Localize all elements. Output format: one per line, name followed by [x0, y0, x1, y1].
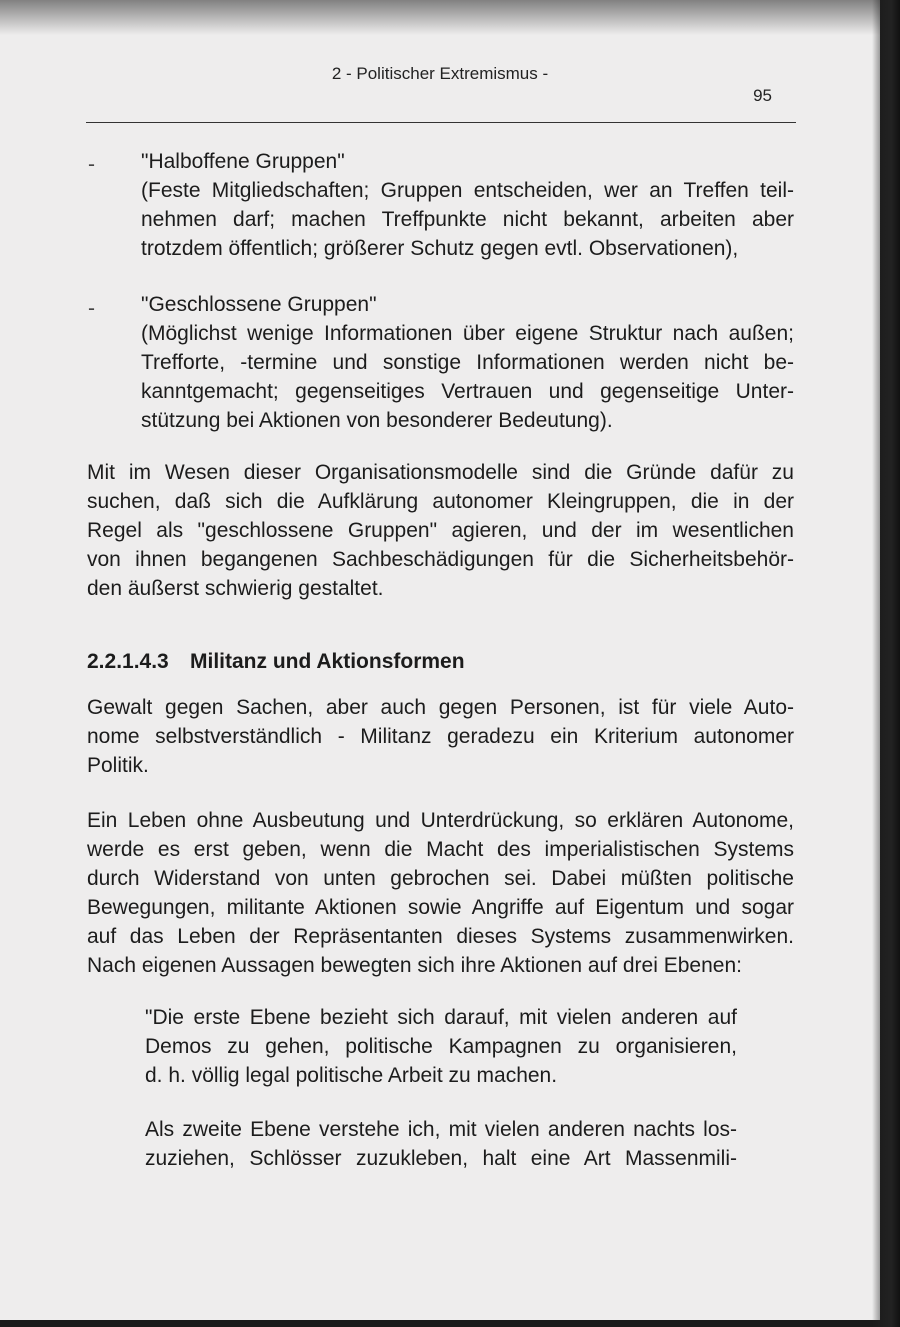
text-line: den äußerst schwierig gestaltet. — [87, 577, 384, 600]
list-item-title: "Halboffene Gruppen" — [141, 150, 345, 173]
text-line: (Möglichst wenige Informationen über eigene Struktur nach außen; — [141, 322, 794, 345]
page-number: 95 — [753, 86, 772, 105]
text-line: von ihnen begangenen Sachbeschädigungen für die Sicherheitsbehör- — [87, 548, 794, 571]
block-quote — [145, 1003, 737, 1090]
list-dash: - — [88, 297, 95, 320]
page-curl-shadow — [0, 0, 880, 50]
text-line: Mit im Wesen dieser Organisationsmodelle sind die Gründe dafür zu — [87, 461, 794, 484]
text-line: zuziehen, Schlösser zuzukleben, halt eine Art Massenmili- — [145, 1147, 737, 1170]
text-line: Als zweite Ebene verstehe ich, mit vielen anderen nachts los- — [145, 1118, 737, 1141]
list-dash: - — [88, 153, 95, 176]
text-line: kanntgemacht; gegenseitiges Vertrauen und gegenseitige Unter- — [141, 380, 794, 403]
text-line: Trefforte, -termine und sonstige Informationen werden nicht be- — [141, 351, 794, 374]
section-heading — [87, 650, 465, 674]
text-line: auf das Leben der Repräsentanten dieses Systems zusammenwirken. — [87, 925, 794, 948]
section-title: Militanz und Aktionsformen — [190, 650, 465, 673]
text-line: Bewegungen, militante Aktionen sowie Angriffe auf Eigentum und sogar — [87, 896, 794, 919]
text-line: "Die erste Ebene bezieht sich darauf, mit vielen anderen auf — [145, 1006, 737, 1029]
list-item — [141, 147, 794, 263]
text-line: Gewalt gegen Sachen, aber auch gegen Personen, ist für viele Auto- — [87, 696, 794, 719]
block-quote — [145, 1115, 737, 1173]
paragraph — [87, 693, 794, 780]
text-line: (Feste Mitgliedschaften; Gruppen entscheiden, wer an Treffen teil- — [141, 179, 794, 202]
text-line: d. h. völlig legal politische Arbeit zu machen. — [145, 1064, 558, 1087]
text-line: Nach eigenen Aussagen bewegten sich ihre Aktionen auf drei Ebenen: — [87, 954, 742, 977]
book-spine-shadow — [872, 0, 900, 1327]
list-item — [141, 290, 794, 435]
paragraph — [87, 458, 794, 603]
text-line: Ein Leben ohne Ausbeutung und Unterdrückung, so erklären Autonome, — [87, 809, 794, 832]
running-header: 2 - Politischer Extremismus - — [331, 64, 549, 83]
text-line: werde es erst geben, wenn die Macht des imperialistischen Systems — [87, 838, 794, 861]
list-item-title: "Geschlossene Gruppen" — [141, 293, 377, 316]
text-line: stützung bei Aktionen von besonderer Bedeutung). — [141, 409, 613, 432]
text-line: Demos zu gehen, politische Kampagnen zu organisieren, — [145, 1035, 737, 1058]
header-rule — [86, 122, 796, 123]
text-line: trotzdem öffentlich; größerer Schutz gegen evtl. Observationen), — [141, 237, 739, 260]
text-line: suchen, daß sich die Aufklärung autonomer Kleingruppen, die in der — [87, 490, 794, 513]
text-line: durch Widerstand von unten gebrochen sei. Dabei müßten politische — [87, 867, 794, 890]
text-line: nome selbstverständlich - Militanz geradezu ein Kriterium autonomer — [87, 725, 794, 748]
text-line: Politik. — [87, 754, 149, 777]
text-line: Regel als "geschlossene Gruppen" agieren, und der im wesentlichen — [87, 519, 794, 542]
section-number: 2.2.1.4.3 — [87, 650, 169, 673]
text-line: nehmen darf; machen Treffpunkte nicht bekannt, arbeiten aber — [141, 208, 794, 231]
paragraph — [87, 806, 794, 980]
